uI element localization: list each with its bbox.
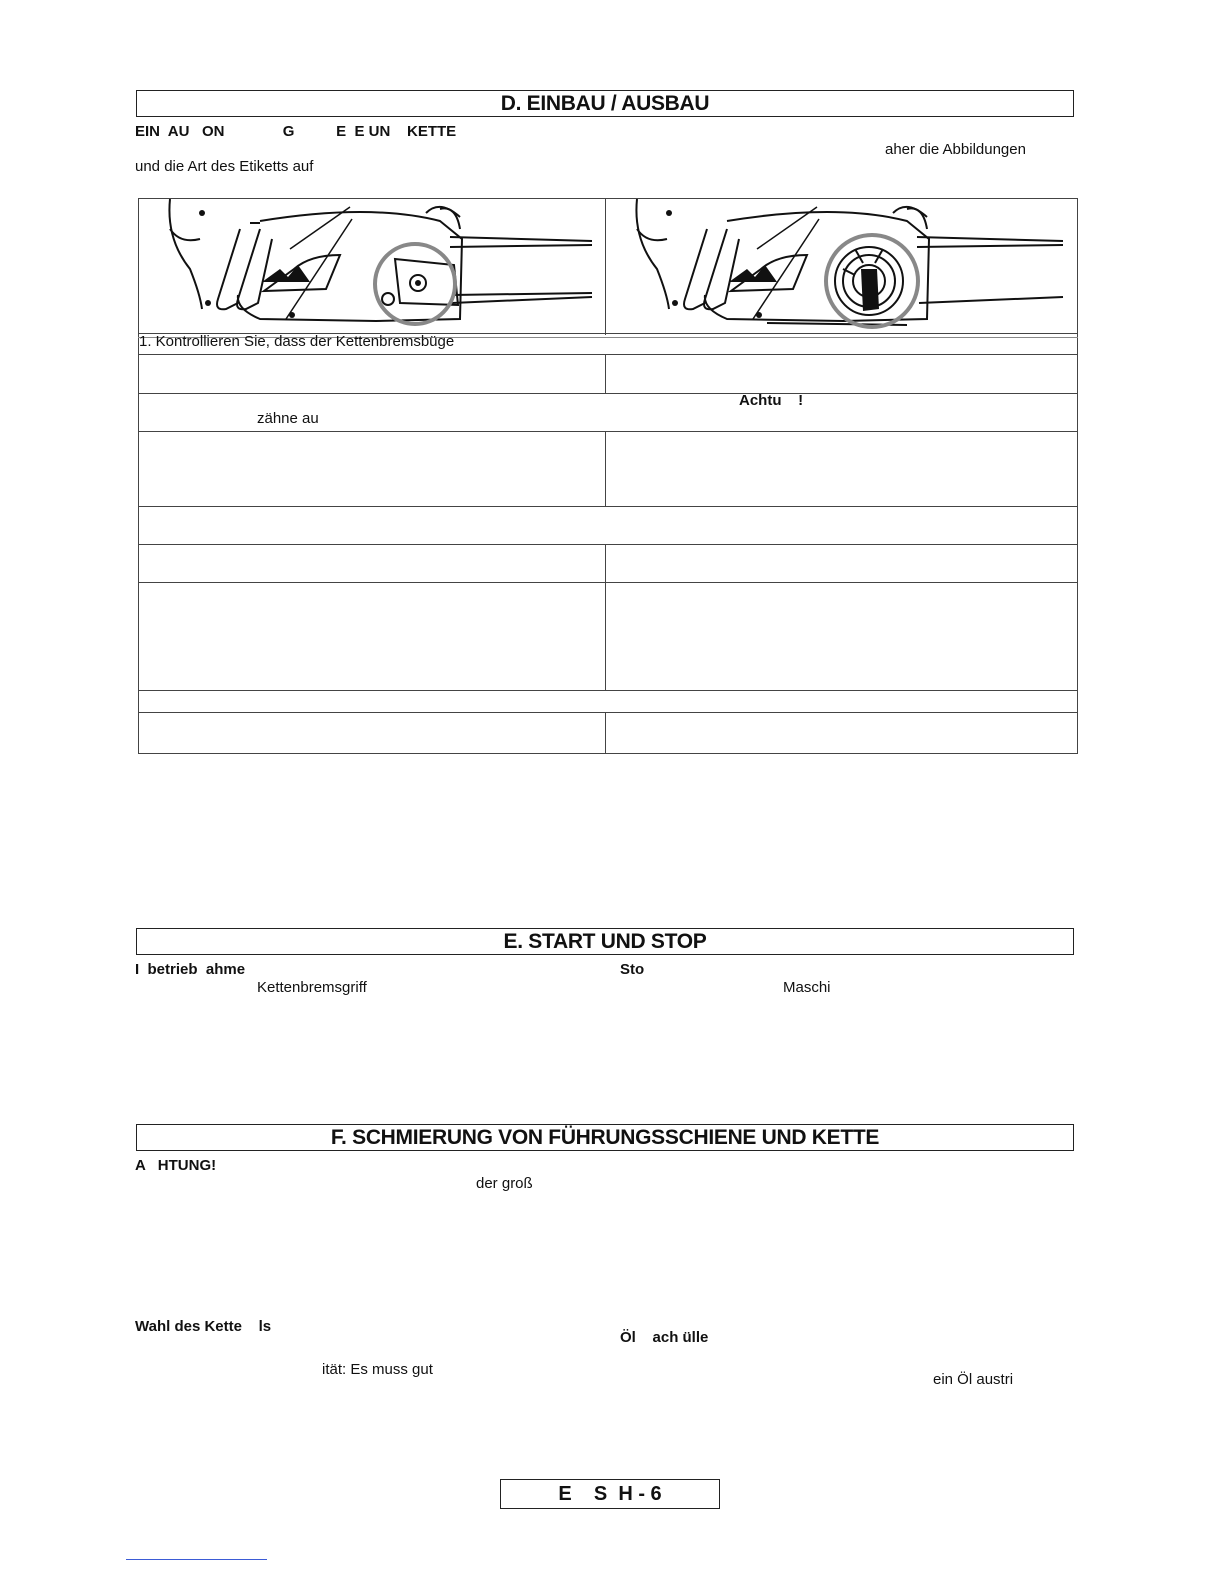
section-title-d: D. EINBAU / AUSBAU (136, 90, 1074, 117)
section-title-f: F. SCHMIERUNG VON FÜHRUNGSSCHIENE UND KETTE (136, 1124, 1074, 1151)
chainsaw-chain-sprocket-icon (607, 199, 1076, 333)
e-col1-heading: I betrieb ahme (135, 961, 246, 978)
d-heading: EIN AU ON G E E UN KETTE (135, 123, 457, 140)
f-wahl-heading: Wahl des Kette ls (135, 1318, 272, 1335)
chainsaw-side-cover-icon (140, 199, 604, 333)
f-gross: der groß (476, 1175, 533, 1192)
e-col2-text: Maschi (783, 979, 831, 996)
page-number-box: E S H - 6 (500, 1479, 720, 1509)
section-title-e: E. START UND STOP (136, 928, 1074, 955)
d-zaehne: zähne au (257, 410, 319, 427)
d-achtung: Achtu ! (739, 392, 804, 409)
f-achtung: A HTUNG! (135, 1157, 217, 1174)
f-oel-text: ein Öl austri (933, 1371, 1014, 1388)
footer-link-underline[interactable] (126, 1559, 267, 1560)
e-col1-text: Kettenbremsgriff (257, 979, 367, 996)
d-step1: 1. Kontrollieren Sie, dass der Kettenbremsbüge (139, 333, 455, 350)
f-viskositaet: ität: Es muss gut (322, 1361, 433, 1378)
d-right-text: aher die Abbildungen (885, 141, 1026, 158)
d-line2: und die Art des Etiketts auf (135, 158, 314, 175)
e-col2-heading: Sto (620, 961, 645, 978)
f-oel-heading: Öl ach ülle (620, 1329, 709, 1346)
